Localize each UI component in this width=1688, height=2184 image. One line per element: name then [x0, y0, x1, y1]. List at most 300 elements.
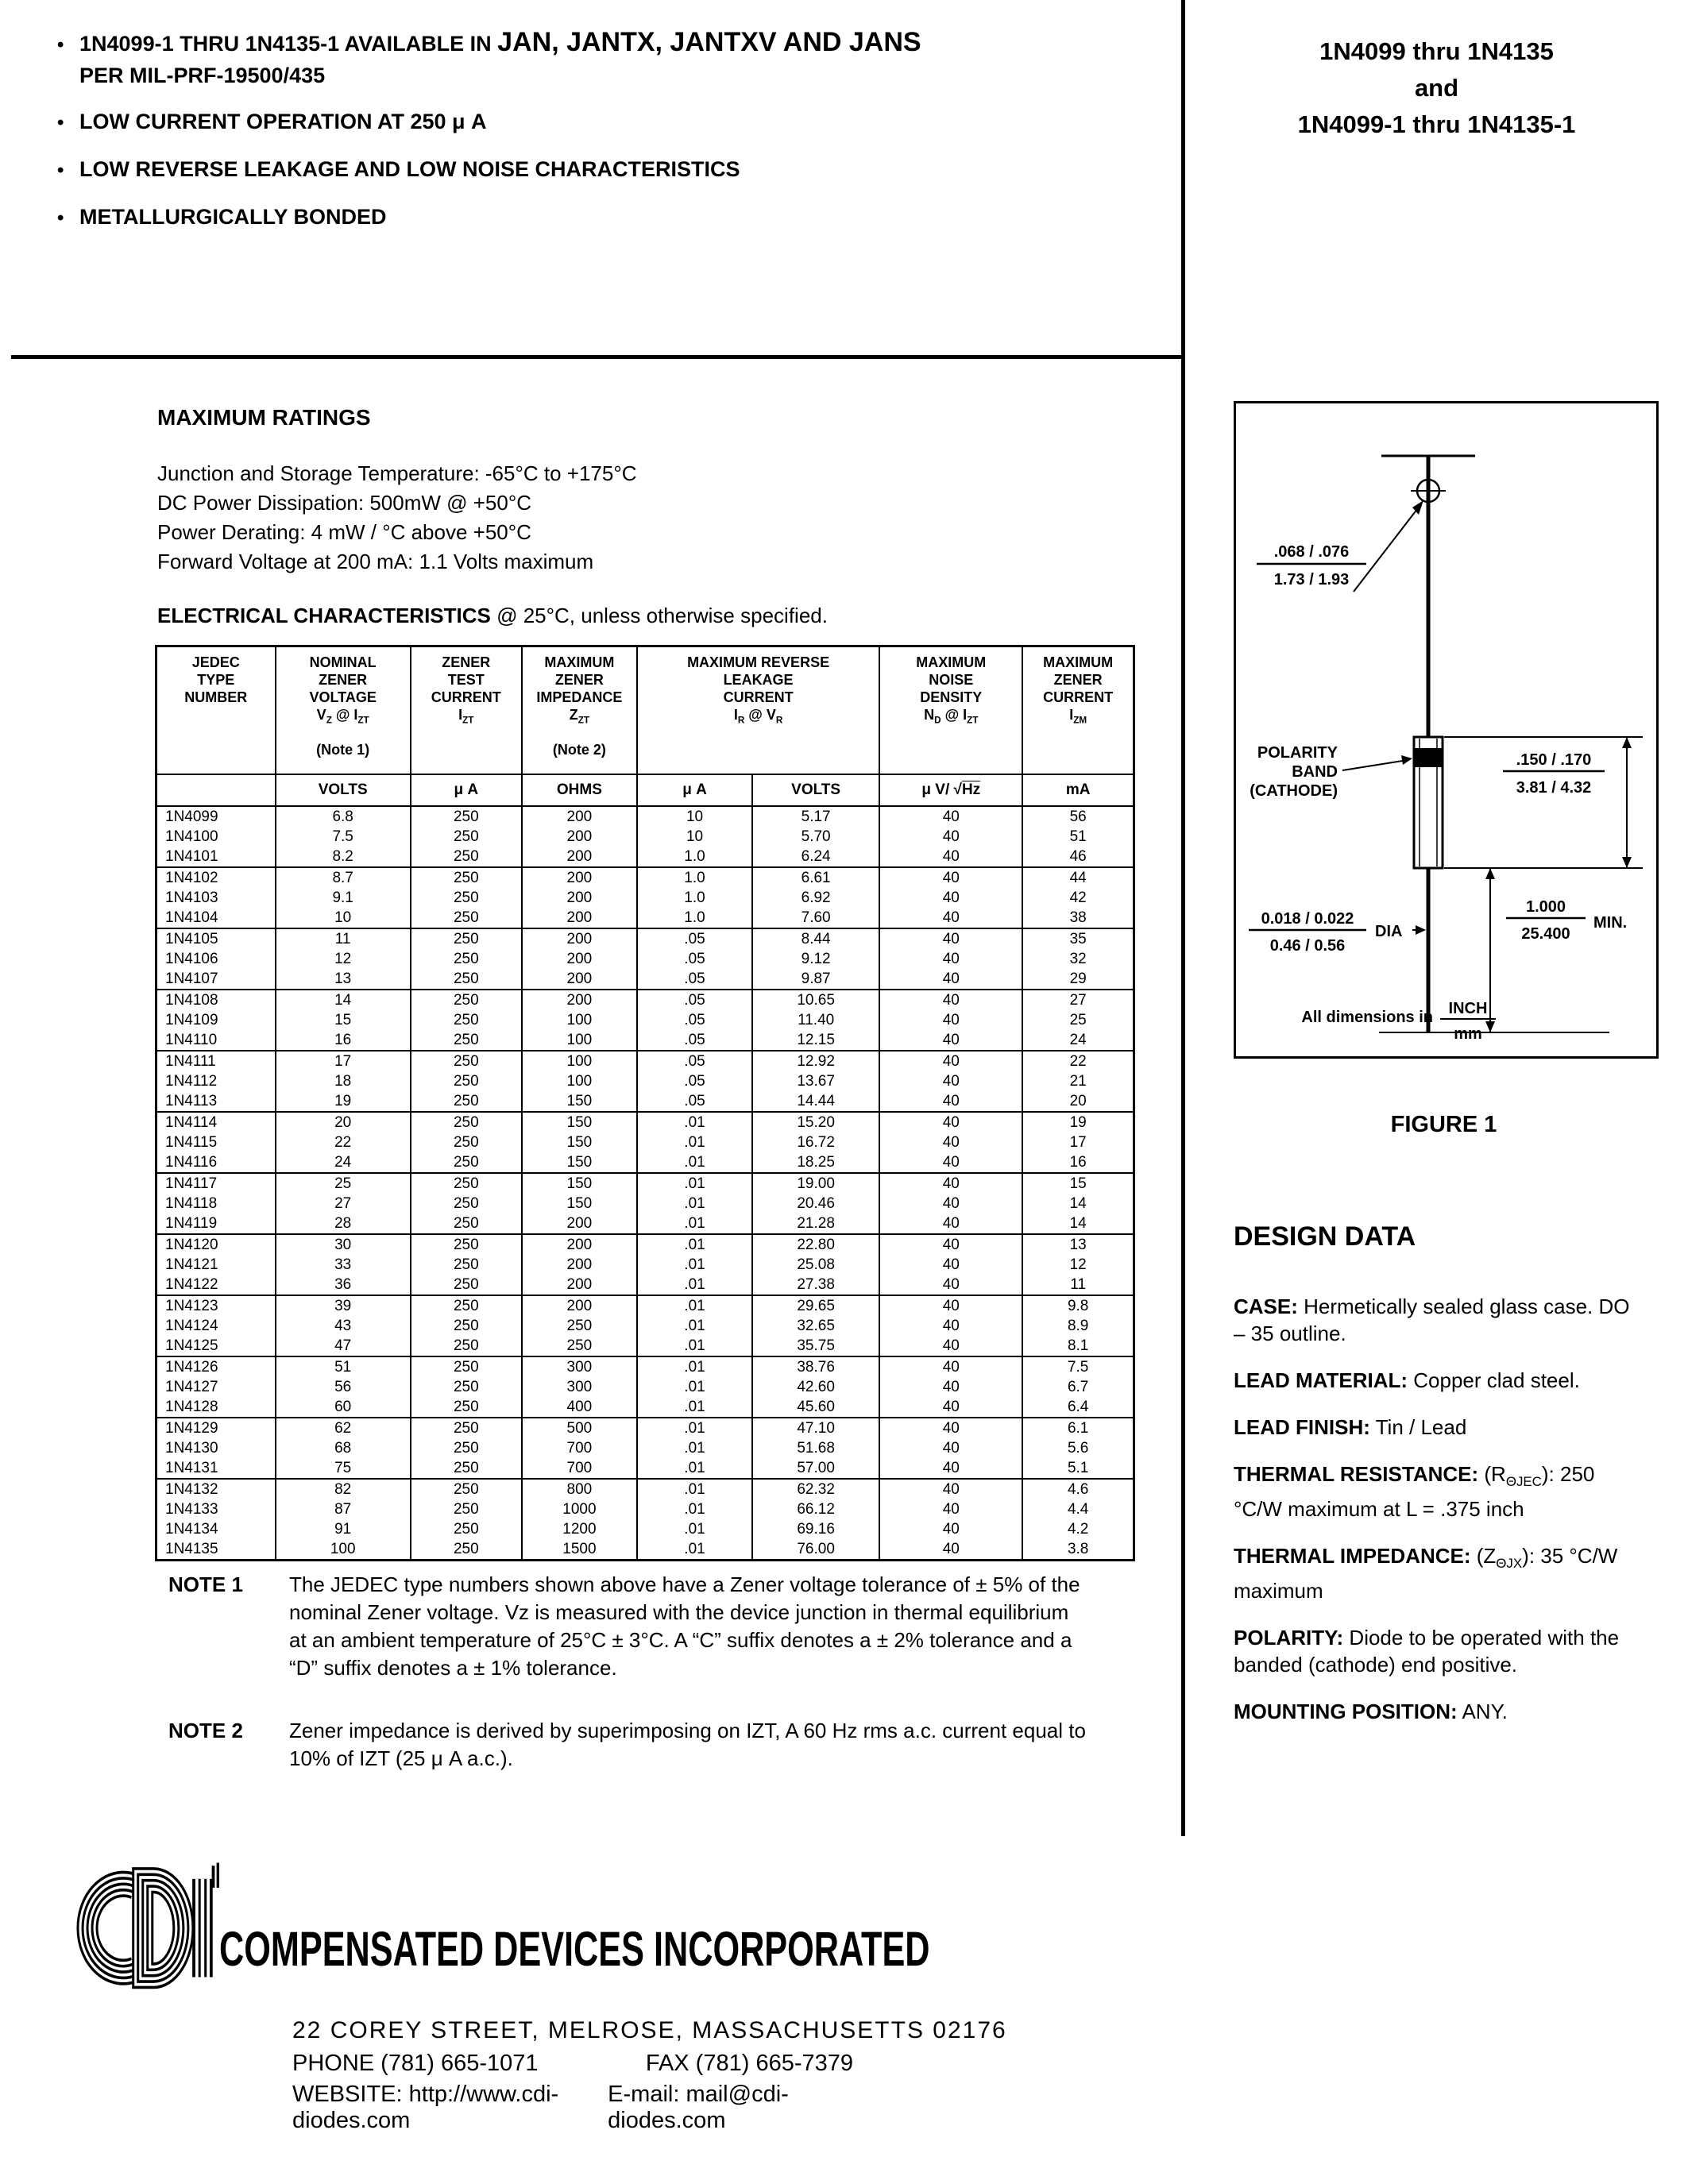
value-cell: .01: [637, 1479, 752, 1499]
elec-heading-rest: @ 25°C, unless otherwise specified.: [490, 604, 828, 627]
jedec-cell: 1N4120: [156, 1234, 276, 1255]
table-row: [156, 1010, 1134, 1030]
jedec-cell: 1N4107: [156, 969, 276, 990]
value-cell: 250: [411, 847, 522, 867]
jedec-cell: 1N4123: [156, 1295, 276, 1316]
design-data-text: Diode to be operated with the banded (cathode) end positive.: [1234, 1626, 1620, 1677]
value-cell: 27: [276, 1194, 411, 1214]
bullet-text-line2: PER MIL-PRF-19500/435: [79, 64, 326, 87]
table-row: [156, 827, 1134, 847]
elec-heading-bold: ELECTRICAL CHARACTERISTICS: [157, 604, 491, 627]
design-data-label: MOUNTING POSITION:: [1234, 1700, 1458, 1724]
value-cell: 500: [522, 1418, 637, 1438]
value-cell: 19.00: [752, 1173, 879, 1194]
value-cell: 6.24: [752, 847, 879, 867]
value-cell: 250: [411, 1519, 522, 1539]
value-cell: 250: [411, 1214, 522, 1234]
value-cell: 10: [637, 806, 752, 827]
value-cell: 14.44: [752, 1091, 879, 1112]
value-cell: 40: [879, 1397, 1022, 1418]
value-cell: 200: [522, 1255, 637, 1275]
value-cell: .01: [637, 1194, 752, 1214]
value-cell: 250: [411, 1479, 522, 1499]
value-cell: 15: [276, 1010, 411, 1030]
dims-mm: mm: [1454, 1025, 1482, 1043]
value-cell: 250: [411, 1194, 522, 1214]
table-row: [156, 806, 1134, 827]
jedec-cell: 1N4111: [156, 1051, 276, 1071]
value-cell: 250: [411, 949, 522, 969]
value-cell: .01: [637, 1152, 752, 1173]
value-cell: 200: [522, 806, 637, 827]
note-label: NOTE 1: [168, 1572, 243, 1596]
dia-label: DIA: [1375, 923, 1403, 940]
value-cell: 13.67: [752, 1071, 879, 1091]
design-data-label: LEAD FINISH:: [1234, 1415, 1370, 1439]
value-cell: 16: [1022, 1152, 1134, 1173]
value-cell: 9.87: [752, 969, 879, 990]
value-cell: 12: [1022, 1255, 1134, 1275]
value-cell: 40: [879, 1539, 1022, 1561]
value-cell: 40: [879, 867, 1022, 888]
value-cell: 22: [276, 1133, 411, 1152]
value-cell: 40: [879, 1010, 1022, 1030]
table-body: [156, 806, 1134, 1561]
table-row: [156, 1275, 1134, 1295]
value-cell: .01: [637, 1234, 752, 1255]
value-cell: 250: [411, 1112, 522, 1133]
table-row: [156, 1214, 1134, 1234]
note-item: [168, 1717, 1130, 1773]
value-cell: 250: [411, 1499, 522, 1519]
leader-line: [1354, 505, 1420, 592]
table-row: [156, 847, 1134, 867]
note-text: The JEDEC type numbers shown above have a Zener voltage tolerance of ± 5% of the nominal Zener voltage. Vz is measured with the device junction in thermal equilibrium at an ambient temperature of 25°C ± 3°C. A “C” suffix denotes a ± 2% tolerance and a “D” suffix denotes a ± 1% tolerance.: [289, 1572, 1080, 1680]
value-cell: 40: [879, 1377, 1022, 1397]
value-cell: .05: [637, 949, 752, 969]
value-cell: 100: [522, 1071, 637, 1091]
table-row: [156, 990, 1134, 1010]
length-min-label: MIN.: [1593, 914, 1628, 932]
value-cell: 39: [276, 1295, 411, 1316]
body-dim-inch: .150 / .170: [1516, 751, 1592, 769]
value-cell: 800: [522, 1479, 637, 1499]
unit-header: [156, 774, 276, 806]
value-cell: 38: [1022, 908, 1134, 928]
design-data-item: [1234, 1367, 1640, 1394]
value-cell: 82: [276, 1479, 411, 1499]
value-cell: 16.72: [752, 1133, 879, 1152]
value-cell: 36: [276, 1275, 411, 1295]
design-data-text: Copper clad steel.: [1408, 1368, 1580, 1392]
value-cell: 10: [637, 827, 752, 847]
value-cell: .01: [637, 1397, 752, 1418]
jedec-cell: 1N4103: [156, 888, 276, 908]
rating-line: Junction and Storage Temperature: -65°C to +175°C: [157, 461, 637, 485]
website-url: WEBSITE: http://www.cdi-diodes.com: [292, 2082, 559, 2133]
value-cell: 24: [1022, 1030, 1134, 1051]
value-cell: 18: [276, 1071, 411, 1091]
jedec-cell: 1N4135: [156, 1539, 276, 1561]
value-cell: 250: [411, 1539, 522, 1561]
value-cell: 40: [879, 1336, 1022, 1356]
value-cell: 24: [276, 1152, 411, 1173]
value-cell: 250: [522, 1316, 637, 1336]
value-cell: 250: [411, 1377, 522, 1397]
value-cell: 250: [411, 806, 522, 827]
value-cell: 62.32: [752, 1479, 879, 1499]
value-cell: 250: [411, 1255, 522, 1275]
unit-header: μ A: [411, 774, 522, 806]
bullet-dot: •: [57, 112, 64, 133]
value-cell: 8.9: [1022, 1316, 1134, 1336]
value-cell: 100: [276, 1539, 411, 1561]
value-cell: 700: [522, 1458, 637, 1479]
table-header-row: [156, 646, 1134, 775]
value-cell: 40: [879, 1091, 1022, 1112]
column-header: MAXIMUM ZENER CURRENT $I_{ZM}$: [1022, 646, 1134, 775]
value-cell: 40: [879, 1112, 1022, 1133]
table-row: [156, 1539, 1134, 1561]
value-cell: 11: [1022, 1275, 1134, 1295]
value-cell: 4.6: [1022, 1479, 1134, 1499]
table-row: [156, 888, 1134, 908]
value-cell: 200: [522, 847, 637, 867]
value-cell: 22.80: [752, 1234, 879, 1255]
value-cell: 200: [522, 1234, 637, 1255]
value-cell: 91: [276, 1519, 411, 1539]
note-reference: (Note 1): [316, 741, 370, 758]
value-cell: 40: [879, 1458, 1022, 1479]
body-dim-mm: 3.81 / 4.32: [1516, 779, 1592, 797]
jedec-cell: 1N4134: [156, 1519, 276, 1539]
value-cell: 250: [411, 1030, 522, 1051]
value-cell: .01: [637, 1295, 752, 1316]
value-cell: 150: [522, 1194, 637, 1214]
jedec-cell: 1N4104: [156, 908, 276, 928]
arrowhead: [1401, 755, 1412, 765]
value-cell: 150: [522, 1173, 637, 1194]
feature-bullets: [57, 27, 1169, 249]
value-cell: 46: [1022, 847, 1134, 867]
value-cell: .05: [637, 990, 752, 1010]
value-cell: .01: [637, 1255, 752, 1275]
value-cell: 250: [411, 969, 522, 990]
table-row: [156, 1316, 1134, 1336]
value-cell: 29.65: [752, 1295, 879, 1316]
lead-dim-inch: .068 / .076: [1273, 543, 1350, 561]
bullet-dot: •: [57, 34, 64, 56]
value-cell: .05: [637, 1071, 752, 1091]
cdi-logo: [70, 1858, 219, 2001]
jedec-cell: 1N4128: [156, 1397, 276, 1418]
value-cell: 68: [276, 1438, 411, 1458]
value-cell: 250: [411, 1152, 522, 1173]
table-row: [156, 1133, 1134, 1152]
value-cell: 14: [1022, 1214, 1134, 1234]
value-cell: 250: [411, 1051, 522, 1071]
maximum-ratings-list: [157, 459, 637, 577]
notes-section: [168, 1571, 1130, 1808]
value-cell: 87: [276, 1499, 411, 1519]
value-cell: 100: [522, 1010, 637, 1030]
value-cell: 43: [276, 1316, 411, 1336]
value-cell: 38.76: [752, 1356, 879, 1377]
value-cell: 200: [522, 888, 637, 908]
value-cell: .01: [637, 1112, 752, 1133]
table-row: [156, 1051, 1134, 1071]
value-cell: 5.17: [752, 806, 879, 827]
value-cell: .01: [637, 1336, 752, 1356]
document-title: [1188, 33, 1685, 143]
design-data-item: [1234, 1698, 1640, 1725]
table-row: [156, 1397, 1134, 1418]
value-cell: 40: [879, 1071, 1022, 1091]
value-cell: 6.4: [1022, 1397, 1134, 1418]
feature-bullet: [57, 27, 1169, 91]
rating-line: DC Power Dissipation: 500mW @ +50°C: [157, 491, 532, 515]
table-row: [156, 1255, 1134, 1275]
value-cell: 250: [411, 1275, 522, 1295]
value-cell: 40: [879, 1194, 1022, 1214]
value-cell: 40: [879, 1479, 1022, 1499]
table-row: [156, 1112, 1134, 1133]
polarity-band: [1414, 748, 1443, 767]
value-cell: 33: [276, 1255, 411, 1275]
value-cell: 42: [1022, 888, 1134, 908]
value-cell: 1.0: [637, 888, 752, 908]
value-cell: 5.70: [752, 827, 879, 847]
phone-number: PHONE (781) 665-1071: [292, 2051, 539, 2076]
jedec-cell: 1N4109: [156, 1010, 276, 1030]
value-cell: 56: [276, 1377, 411, 1397]
value-cell: 100: [522, 1030, 637, 1051]
table-row: [156, 928, 1134, 949]
value-cell: 250: [411, 1133, 522, 1152]
table-row: [156, 1234, 1134, 1255]
polarity-label: POLARITY: [1257, 744, 1338, 762]
design-data-text: $(R_{\Theta JEC})$: 250 °C/W maximum at L = .375 inch: [1234, 1462, 1595, 1522]
value-cell: 16: [276, 1030, 411, 1051]
value-cell: 40: [879, 1255, 1022, 1275]
column-header: JEDEC TYPE NUMBER: [156, 646, 276, 775]
value-cell: 1.0: [637, 908, 752, 928]
column-header: MAXIMUM ZENER IMPEDANCE $Z_{ZT}$ (Note 2): [522, 646, 637, 775]
value-cell: 40: [879, 1438, 1022, 1458]
electrical-characteristics-heading: [157, 604, 828, 628]
value-cell: 12.92: [752, 1051, 879, 1071]
value-cell: 44: [1022, 867, 1134, 888]
value-cell: 300: [522, 1377, 637, 1397]
company-name: COMPENSATED DEVICES INCORPORATED: [219, 1921, 930, 1977]
jedec-cell: 1N4100: [156, 827, 276, 847]
note-item: [168, 1571, 1130, 1682]
value-cell: .01: [637, 1539, 752, 1561]
table-row: [156, 1418, 1134, 1438]
bullet-text: LOW CURRENT OPERATION AT 250 μ A: [79, 110, 487, 133]
value-cell: 150: [522, 1112, 637, 1133]
table-row: [156, 1152, 1134, 1173]
column-header: ZENER TEST CURRENT $I_{ZT}$: [411, 646, 522, 775]
value-cell: 200: [522, 969, 637, 990]
value-cell: 250: [411, 1438, 522, 1458]
figure-caption: FIGURE 1: [1390, 1112, 1497, 1137]
value-cell: 40: [879, 990, 1022, 1010]
value-cell: 9.1: [276, 888, 411, 908]
jedec-cell: 1N4116: [156, 1152, 276, 1173]
value-cell: 8.44: [752, 928, 879, 949]
value-cell: 40: [879, 847, 1022, 867]
value-cell: 15: [1022, 1173, 1134, 1194]
value-cell: 200: [522, 1295, 637, 1316]
value-cell: 40: [879, 1234, 1022, 1255]
value-cell: 25: [276, 1173, 411, 1194]
jedec-cell: 1N4121: [156, 1255, 276, 1275]
rating-line: Forward Voltage at 200 mA: 1.1 Volts maximum: [157, 550, 594, 573]
value-cell: .05: [637, 1051, 752, 1071]
value-cell: 51: [1022, 827, 1134, 847]
design-data-label: THERMAL IMPEDANCE:: [1234, 1544, 1471, 1569]
value-cell: 40: [879, 1356, 1022, 1377]
design-data-text: Tin / Lead: [1369, 1415, 1467, 1439]
value-cell: 150: [522, 1133, 637, 1152]
design-data-items: [1234, 1293, 1640, 1745]
value-cell: .01: [637, 1275, 752, 1295]
value-cell: 4.4: [1022, 1499, 1134, 1519]
design-data-item: [1234, 1624, 1640, 1678]
value-cell: 100: [522, 1051, 637, 1071]
unit-header: μ V/ √Hz: [879, 774, 1022, 806]
value-cell: 250: [411, 928, 522, 949]
value-cell: .01: [637, 1173, 752, 1194]
bullet-text: 1N4099-1 THRU 1N4135-1 AVAILABLE IN: [79, 32, 498, 56]
jedec-cell: 1N4118: [156, 1194, 276, 1214]
value-cell: 250: [411, 1336, 522, 1356]
table-row: [156, 1519, 1134, 1539]
doc-title-line: 1N4099-1 thru 1N4135-1: [1297, 110, 1576, 138]
dims-inch: INCH: [1448, 1000, 1488, 1017]
value-cell: 200: [522, 990, 637, 1010]
value-cell: 45.60: [752, 1397, 879, 1418]
design-data-label: THERMAL RESISTANCE:: [1234, 1462, 1479, 1486]
value-cell: 15.20: [752, 1112, 879, 1133]
value-cell: 150: [522, 1091, 637, 1112]
value-cell: 1.0: [637, 847, 752, 867]
design-data-label: LEAD MATERIAL:: [1234, 1368, 1408, 1392]
value-cell: 40: [879, 1275, 1022, 1295]
value-cell: 11: [276, 928, 411, 949]
value-cell: 6.1: [1022, 1418, 1134, 1438]
value-cell: 18.25: [752, 1152, 879, 1173]
jedec-cell: 1N4132: [156, 1479, 276, 1499]
vertical-divider: [1181, 0, 1185, 1836]
value-cell: .05: [637, 928, 752, 949]
value-cell: 62: [276, 1418, 411, 1438]
table-row: [156, 1336, 1134, 1356]
doc-title-line: 1N4099 thru 1N4135: [1319, 37, 1554, 65]
value-cell: 40: [879, 1214, 1022, 1234]
value-cell: 51.68: [752, 1438, 879, 1458]
table-row: [156, 1071, 1134, 1091]
value-cell: 47.10: [752, 1418, 879, 1438]
value-cell: 250: [522, 1336, 637, 1356]
table-row: [156, 1479, 1134, 1499]
table-row: [156, 969, 1134, 990]
unit-header: VOLTS: [276, 774, 411, 806]
value-cell: .01: [637, 1418, 752, 1438]
table-row: [156, 1499, 1134, 1519]
design-data-item: [1234, 1461, 1640, 1522]
jedec-cell: 1N4126: [156, 1356, 276, 1377]
value-cell: 250: [411, 1397, 522, 1418]
value-cell: 40: [879, 1316, 1022, 1336]
value-cell: .01: [637, 1316, 752, 1336]
value-cell: .01: [637, 1458, 752, 1479]
design-data-label: CASE:: [1234, 1295, 1298, 1318]
note-label: NOTE 2: [168, 1719, 243, 1742]
value-cell: 250: [411, 1458, 522, 1479]
value-cell: 13: [1022, 1234, 1134, 1255]
value-cell: 6.7: [1022, 1377, 1134, 1397]
value-cell: 40: [879, 969, 1022, 990]
value-cell: 250: [411, 1295, 522, 1316]
value-cell: 25: [1022, 1010, 1134, 1030]
value-cell: 51: [276, 1356, 411, 1377]
design-data-item: [1234, 1293, 1640, 1347]
value-cell: 40: [879, 888, 1022, 908]
value-cell: 6.92: [752, 888, 879, 908]
arrowhead: [1485, 1021, 1495, 1032]
unit-header: VOLTS: [752, 774, 879, 806]
table-row: [156, 1458, 1134, 1479]
value-cell: 60: [276, 1397, 411, 1418]
jedec-cell: 1N4115: [156, 1133, 276, 1152]
value-cell: 12.15: [752, 1030, 879, 1051]
value-cell: 250: [411, 1091, 522, 1112]
value-cell: 4.2: [1022, 1519, 1134, 1539]
length-dim-mm: 25.400: [1521, 925, 1570, 943]
value-cell: 7.5: [276, 827, 411, 847]
value-cell: .01: [637, 1499, 752, 1519]
lead-dim-mm: 1.73 / 1.93: [1273, 571, 1350, 588]
value-cell: .01: [637, 1438, 752, 1458]
value-cell: 250: [411, 1173, 522, 1194]
unit-header: mA: [1022, 774, 1134, 806]
table-row: [156, 1173, 1134, 1194]
value-cell: 75: [276, 1458, 411, 1479]
value-cell: 250: [411, 827, 522, 847]
value-cell: 40: [879, 827, 1022, 847]
value-cell: 200: [522, 827, 637, 847]
street-address: 22 COREY STREET, MELROSE, MASSACHUSETTS 02176: [292, 2017, 1007, 2043]
value-cell: 76.00: [752, 1539, 879, 1561]
value-cell: 35.75: [752, 1336, 879, 1356]
jedec-cell: 1N4108: [156, 990, 276, 1010]
value-cell: 200: [522, 1214, 637, 1234]
value-cell: 40: [879, 1499, 1022, 1519]
column-header: MAXIMUM NOISE DENSITY $N_D$ @ $I_{ZT}$: [879, 646, 1022, 775]
value-cell: .05: [637, 1091, 752, 1112]
dia-dim-mm: 0.46 / 0.56: [1269, 937, 1346, 955]
jedec-cell: 1N4114: [156, 1112, 276, 1133]
jedec-cell: 1N4122: [156, 1275, 276, 1295]
value-cell: 32.65: [752, 1316, 879, 1336]
value-cell: 21: [1022, 1071, 1134, 1091]
horizontal-divider: [11, 355, 1183, 359]
design-data-text: ANY.: [1457, 1700, 1508, 1724]
value-cell: 30: [276, 1234, 411, 1255]
jedec-cell: 1N4130: [156, 1438, 276, 1458]
